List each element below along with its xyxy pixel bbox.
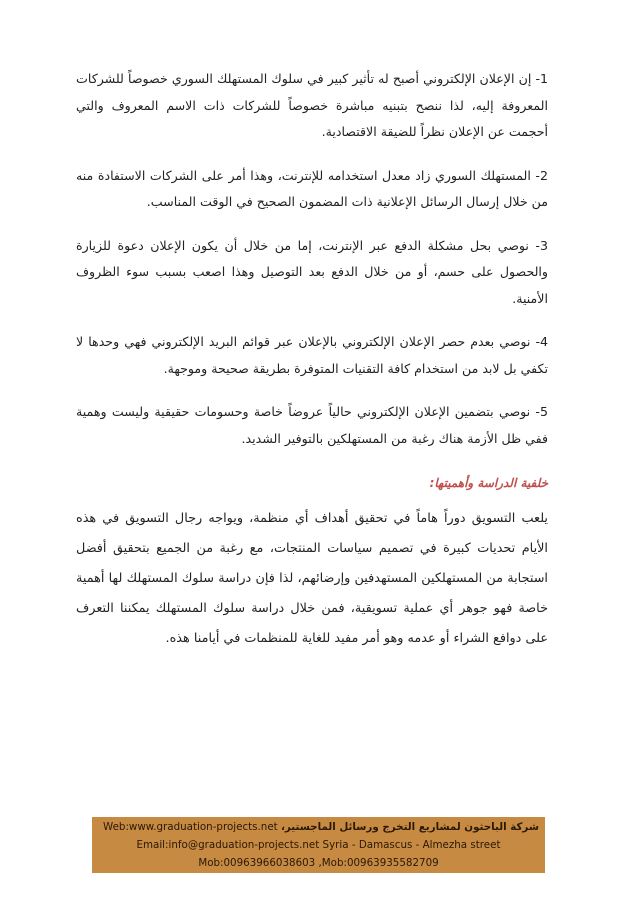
recommendation-1: 1- إن الإعلان الإلكتروني أصبح له تأثير كبير في سلوك المستهلك السوري خصوصاً للشركات المعروفة إليه، لذا ننصح بتبنيه مباشرة خصوصاً للشركات ذات الاسم المعروف والتي أحجمت عن الإعلان نظراً للضيقة الاقتصادية.	[76, 71, 548, 139]
footer-website[interactable]: Web:www.graduation-projects.net	[103, 821, 278, 833]
recommendation-3: 3- نوصي بحل مشكلة الدفع عبر الإنترنت، إما من خلال أن يكون الإعلان دعوة للزيارة والحصول على حسم، أو من خلال الدفع بعد التوصيل وهذا اصعب بسبب سوء الظروف الأمنية.	[76, 237, 548, 306]
document-body	[76, 66, 548, 654]
section-heading: خلفية الدراسة وأهميتها:	[429, 476, 548, 490]
recommendation-2: 2- المستهلك السوري زاد معدل استخدامه للإنترنت، وهذا أمر على الشركات الاستفادة منه من خلال إرسال الرسائل الإعلانية ذات المضمون الصحيح في الوقت المناسب.	[76, 167, 548, 209]
footer-email[interactable]: Email:info@graduation-projects.net Syria - Damascus - Almezha street	[136, 839, 501, 851]
footer-company: شركة الباحثون لمشاريع التخرج ورسائل الماجستير،	[280, 821, 539, 833]
footer-line-company	[92, 818, 545, 836]
footer-phones: Mob:00963966038603 ,Mob:00963935582709	[198, 857, 439, 869]
recommendation-4: 4- نوصي بعدم حصر الإعلان الإلكتروني بالإعلان عبر قوائم البريد الإلكتروني فهي وحدها لا تكفي بل لابد من استخدام كافة التقنيات المتوفرة بطريقة صحيحة وموجهة.	[76, 334, 548, 376]
footer-banner	[92, 817, 545, 873]
recommendation-5: 5- نوصي بتضمين الإعلان الإلكتروني حالياً عروضاً خاصة وحسومات حقيقية وليست وهمية ففي ظل الأزمة هناك رغبة من المستهلكين بالتوفير الشديد.	[76, 404, 548, 446]
intro-paragraph: يلعب التسويق دوراً هاماً في تحقيق أهداف أي منظمة، ويواجه رجال التسويق في هذه الأيام تحديات كبيرة في تصميم سياسات المنتجات، مع رغبة من الجميع بتحقيق أفضل استجابة من المستهلكين المستهدفين وإرضائهم، لذا فإن دراسة سلوك المستهلك لها أهمية خاصة فهو جوهر أي عملية تسويقية، فمن خلال دراسة سلوك المستهلك يمكننا التعرف على دوافع الشراء أو عدمه وهو أمر مفيد للغاية للمنظمات في أيامنا هذه.	[76, 511, 548, 646]
